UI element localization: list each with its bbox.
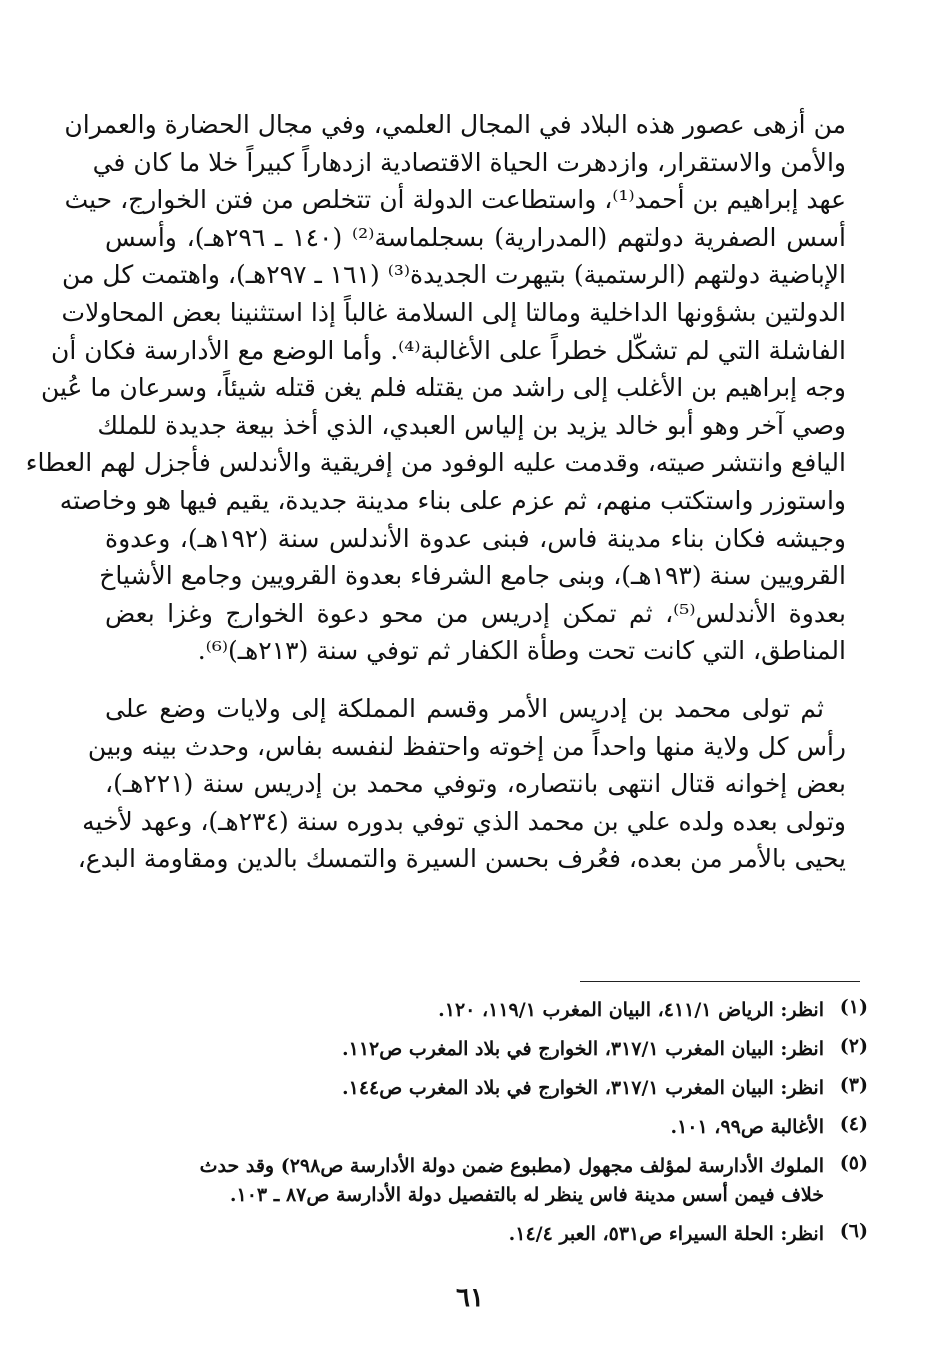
footnote-text: انظر: البيان المغرب ٣١٧/١، الخوارج في بلاد المغرب ص١٤٤.: [341, 1077, 824, 1099]
text-line: من أزهى عصور هذه البلاد في المجال العلمي، وفي مجال الحضارة والعمران: [64, 110, 846, 139]
footnote-1: [100, 996, 868, 1025]
text-line: اليافع وانتشر صيته، وقدمت عليه الوفود من إفريقية والأندلس فأجزل لهم العطاء: [25, 448, 846, 478]
text-line: والأمن والاستقرار، وازدهرت الحياة الاقتصادية ازدهاراً كبيراً خلا ما كان في: [92, 147, 846, 177]
footnote-text: انظر: البيان المغرب ٣١٧/١، الخوارج في بلاد المغرب ص١١٢.: [341, 1038, 824, 1060]
footnote-text: الملوك الأدارسة لمؤلف مجهول (مطبوع ضمن دولة الأدارسة ص٢٩٨) وقد حدث: [199, 1155, 824, 1177]
text-line: واستوزر واستكتب منهم، ثم عزم على بناء مدينة جديدة، يقيم فيها هو وخاصته: [59, 485, 846, 515]
footnote-text: الأغالبة ص٩٩، ١٠١.: [670, 1116, 824, 1138]
text-line: عهد إبراهيم بن أحمد⁽¹⁾، واستطاعت الدولة أن تتخلص من فتن الخوارج، حيث: [64, 185, 846, 215]
footnote-separator: [580, 981, 860, 982]
footnote-number: (١): [839, 996, 868, 1018]
footnote-number: (٦): [839, 1220, 868, 1242]
paragraph-1: [25, 106, 847, 670]
text-line: الفاشلة التي لم تشكّل خطراً على الأغالبة⁽⁴⁾. وأما الوضع مع الأدارسة فكان أن: [51, 335, 846, 365]
footnote-text: انظر: الحلة السيراء ص٥٣١، العبر ١٤/٤.: [508, 1223, 824, 1245]
paragraph-2: [77, 690, 846, 878]
main-text: [25, 106, 847, 878]
text-line: أسس الصفرية دولتهم (المدرارية) بسجلماسة⁽²⁾ (١٤٠ ـ ٢٩٦هـ)، وأسس: [105, 222, 847, 252]
footnote-2: [100, 1035, 868, 1064]
page-number: ٦١: [456, 1283, 484, 1313]
text-line: بعدوة الأندلس⁽⁵⁾، ثم تمكن إدريس من محو دعوة الخوارج وغزا بعض: [105, 598, 846, 628]
footnotes: [100, 996, 868, 1259]
text-line: الإباضية دولتهم (الرستمية) بتيهرت الجديدة⁽³⁾ (١٦١ ـ ٢٩٧هـ)، واهتمت كل من: [62, 260, 846, 290]
text-line: وجيشه فكان بناء مدينة فاس، فبنى عدوة الأندلس سنة (١٩٢هـ)، وعدوة: [105, 523, 846, 553]
text-line: بعض إخوانه قتال انتهى بانتصاره، وتوفي محمد بن إدريس سنة (٢٢١هـ)،: [105, 769, 846, 799]
text-line: وجه إبراهيم بن الأغلب إلى راشد من يقتله فلم يغن قتله شيئاً، وسرعان ما عُين: [40, 373, 846, 403]
footnote-4: [100, 1113, 868, 1142]
footnote-6: [100, 1220, 868, 1249]
text-line: يحيى بالأمر من بعده، فعُرف بحسن السيرة والتمسك بالدين ومقاومة البدع،: [77, 844, 846, 874]
footnote-text: انظر: الرياض ٤١١/١، البيان المغرب ١١٩/١، ١٢٠.: [438, 999, 824, 1021]
footnote-number: (٤): [839, 1113, 868, 1135]
footnote-5: [100, 1152, 868, 1210]
text-line: الدولتين بشؤونها الداخلية ومالتا إلى السلامة غالباً إذا استثنينا بعض المحاولات: [61, 297, 846, 327]
text-line: رأس كل ولاية منها واحداً من إخوته واحتفظ لنفسه بفاس، وحدث بينه وبين: [87, 731, 846, 761]
footnote-number: (٥): [839, 1152, 868, 1174]
text-line: وصي آخر وهو أبو خالد يزيد بن إلياس العبدي، الذي أخذ بيعة جديدة للملك: [97, 410, 846, 440]
text-line: القرويين سنة (١٩٣هـ)، وبنى جامع الشرفاء بعدوة القرويين وجامع الأشياخ: [99, 561, 846, 591]
footnote-number: (٣): [839, 1074, 868, 1096]
text-line: ثم تولى محمد بن إدريس الأمر وقسم المملكة إلى ولايات وضع على: [105, 693, 824, 723]
footnote-number: (٢): [839, 1035, 868, 1057]
text-line: المناطق، التي كانت تحت وطأة الكفار ثم توفي سنة (٢١٣هـ)⁽⁶⁾.: [197, 636, 846, 666]
footnote-3: [100, 1074, 868, 1103]
footnote-text: خلاف فيمن أسس مدينة فاس ينظر له بالتفصيل دولة الأدارسة ص٨٧ ـ ١٠٣.: [229, 1184, 824, 1206]
text-line: وتولى بعده ولده علي بن محمد الذي توفي بدوره سنة (٢٣٤هـ)، وعهد لأخيه: [82, 806, 846, 836]
